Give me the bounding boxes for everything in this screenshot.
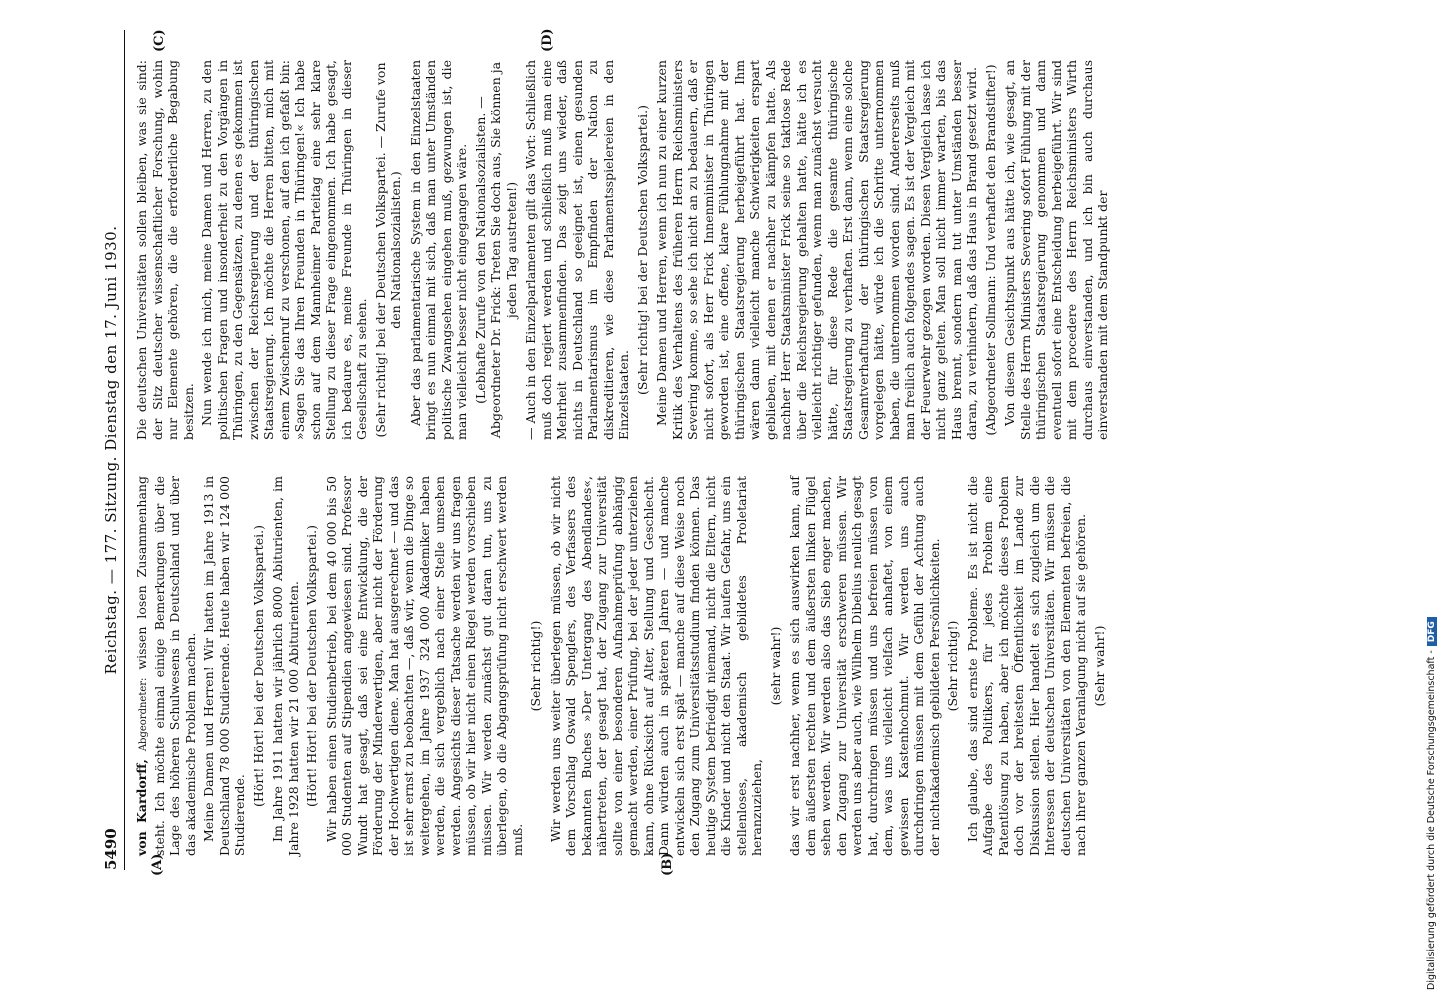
right-column	[134, 60, 1114, 440]
running-title: Reichstag. — 177. Sitzung. Dienstag den 17. Juni 1930.	[102, 225, 120, 675]
interjection: (Sehr richtig!)	[528, 620, 543, 712]
paragraph: Aber das parlamentarische System in den Einzelstaaten bringt es nun einmal mit sich, daß man unter Umständen politische Zwangsehen eingehen muß, gezwungen ist, die man vielleicht besser nicht eingegangen wäre.	[407, 60, 469, 440]
margin-marker-b: (B)	[660, 852, 675, 876]
digitization-credit	[1426, 0, 1437, 990]
paragraph: Wir werden uns weiter überlegen müssen, ob wir nicht dem Vorschlag Oswald Spenglers, des Verfassers des bekannten Buches »Der Untergang des Abendlandes«, nähertreten, der gesagt hat, der Zugang zur Universität sollte von einer besonderen Aufnahmeprüfung abhängig gemacht werden, einer Prüfung, bei der jeder unterziehen kann, ohne Rücksicht auf Alter, Stellung und Geschlecht. Dann würden auch in späteren Jahren — und manche entwickeln sich erst spät — manche auf diese Weise noch den Zugang zum Universitätsstudium finden können. Das heutige System befriedigt niemand, nicht die Eltern, nicht die Kinder und nicht den Staat. Wir laufen Gefahr, uns ein stellenloses, akademisch gebildetes Proletariat heranzuziehen,	[547, 476, 764, 856]
paragraph: — Auch in den Einzelparlamenten gilt das Wort: Schließlich muß doch regiert werden und schließlich muß man eine Mehrheit zusammenfinden. Das zeigt uns wieder, daß nichts in Deutschland so geeignet ist, einen gesunden Parlamentarismus im Empfinden der Nation zu diskreditieren, wie diese Parlamentsspielereien in den Einzelstaaten.	[523, 60, 631, 440]
paragraph: Im Jahre 1911 hatten wir jährlich 8000 Abiturienten, im Jahre 1928 hatten wir 21 000 Abiturienten.	[270, 476, 301, 856]
interjection: (sehr wahr!)	[767, 626, 783, 706]
interjection: (Sehr wahr!)	[1091, 625, 1107, 707]
dfg-logo: DFG	[1427, 617, 1437, 646]
margin-marker-a: (A)	[150, 853, 165, 876]
left-column	[134, 476, 1111, 856]
speaker-role: Abgeordneter:	[138, 677, 149, 752]
paragraph: Die deutschen Universitäten sollen bleiben, was sie sind: der Sitz deutscher wissenschaftlicher Forschung, wohin nur Elemente gehören, die die erforderliche Begabung besitzen.	[134, 60, 196, 440]
rotated-document	[100, 20, 1320, 880]
interjection: (Hört! Hört! bei der Deutschen Volkspartei.)	[250, 525, 266, 807]
paragraph: wissen losen Zusammenhang steht. Ich möchte einmal einige Bemerkungen über die Lage des höheren Schulwesens in Deutschland und über das akademische Problem machen.	[134, 476, 198, 856]
margin-marker-d: (D)	[540, 28, 555, 52]
speaker-name: von Kardorff,	[134, 759, 149, 856]
interjection: (Sehr richtig! bei der Deutschen Volkspartei. — Zurufe von den Nationalsozialisten.)	[372, 62, 403, 438]
paragraph: Wir haben einen Studienbetrieb, bei dem 40 000 bis 50 000 Studenten auf Stipendien angewiesen sind. Professor Wundt hat gesagt, daß sei eine Entwicklung, die der Förderung der Minderwertigen, aber nicht der Förderung der Hochwertigen diene. Man hat ausgerechnet — und das ist sehr ernst zu beobachten —, daß wir, wenn die Dinge so weitergehen, im Jahre 1937 324 000 Akademiker haben werden, die sich vergeblich nach einer Stelle umsehen werden. Angesichts dieser Tatsache werden wir uns fragen müssen, ob wir hier nicht einen Riegel werden vorschieben müssen. Wir werden zunächst gut daran tun, uns zu überlegen, ob die Abgangsprüfung nicht erschwert werden muß.	[323, 476, 525, 856]
interjection: (Hört! Hört! bei der Deutschen Volkspartei.)	[304, 525, 319, 807]
paragraph: Meine Damen und Herren, wenn ich nun zu einer kurzen Kritik des Verhaltens des früheren Herrn Reichsministers Severing komme, so sehe ich nicht an zu bedauern, daß er nicht sofort, als Herr Frick Innenminister in Thüringen geworden ist, eine offene, klare Fühlungnahme mit der thüringischen Staatsregierung herbeigeführt hat. Ihm wären dann vielleicht manche Schwierigkeiten erspart geblieben, mit denen er nachher zu kämpfen hatte. Als nachher Herr Staatsminister Frick seine so taktlose Rede über die Reichsregierung gehalten hatte, hätte ich es vielleicht richtiger gefunden, wenn man zunächst versucht hätte, für diese Rede die gesamte thüringische Staatsregierung zu verhaften. Erst dann, wenn eine solche Gesamtverhaftung der thüringischen Staatsregierung vorgelegen hätte, würde ich die Schritte unternommen haben, die unternommen worden sind. Andererseits muß man freilich auch folgendes sagen. Es ist der Vergleich mit der Feuerwehr gezogen worden. Diesen Vergleich lasse ich nicht ganz gelten. Man soll nicht immer warten, bis das Haus brennt, sondern man tut unter Umständen besser daran, zu verhindern, daß das Haus in Brand gesetzt wird.	[654, 60, 979, 440]
interjection: (Sehr richtig! bei der Deutschen Volkspartei.)	[634, 104, 650, 396]
speaker-line	[134, 476, 198, 856]
paragraph: Von diesem Gesichtspunkt aus hätte ich, wie gesagt, an Stelle des Herrn Ministers Severing sofort Fühlung mit der thüringischen Staatsregierung genommen und dann eventuell sofort eine Entscheidung herbeigeführt. Wir sind mit dem procedere des Herrn Reichsministers Wirth durchaus einverstanden, und ich bin auch durchaus einverstanden mit dem Standpunkt der	[1002, 60, 1110, 440]
paragraph: das wir erst nachher, wenn es sich auswirken kann, auf dem äußersten rechten und dem äußersten linken Flügel sehen werden. Wir werden also das Sieb enger machen, den Zugang zur Universität erschweren müssen. Wir werden uns aber auch, wie Wilhelm Dibelius neulich gesagt hat, durchringen müssen und uns befreien müssen von dem, was uns vielleicht vielfach anhaftet, von einem gewissen Kastenhochmut. Wir werden uns auch durchdringen müssen mit dem Gefühl der Achtung auch der nichtakademisch gebildeten Persönlichkeiten.	[787, 476, 942, 856]
margin-marker-c: (C)	[152, 29, 167, 52]
paragraph: Meine Damen und Herren! Wir hatten im Jahre 1913 in Deutschland 78 000 Studierende. Heute haben wir 124 000 Studierende.	[201, 476, 247, 856]
interjection: (Abgeordneter Sollmann: Und verhaftet den Brandstifter!)	[982, 64, 998, 436]
page-header	[100, 30, 125, 870]
paragraph: Ich glaube, das sind ernste Probleme. Es ist nicht die Aufgabe des Politikers, für jedes Problem eine Patentlösung zu haben, aber ich möchte dieses Problem doch vor der breitesten Öffentlichkeit im Lande zur Diskussion stellen. Hier handelt es sich zugleich um die Interessen der deutschen Universitäten. Wir müssen die deutschen Universitäten von den Elementen befreien, die nach ihrer ganzen Veranlagung nicht auf sie gehören.	[964, 476, 1088, 856]
paragraph: Nun wende ich mich, meine Damen und Herren, zu den politischen Fragen und insonderheit zu den Vorgängen in Thüringen, zu den Gegensätzen, zu denen es gekommen ist zwischen der Reichsregierung und der thüringischen Staatsregierung. Ich möchte die Herren bitten, mich mit einem Zwischenruf zu verschonen, auf den ich gefaßt bin: »Sagen Sie das Ihren Freunden in Thüringen!« Ich habe schon auf dem Mannheimer Parteitag eine sehr klare Stellung zu dieser Frage eingenommen. Ich habe gesagt, ich bedaure es, meine Freunde in Thüringen in dieser Gesellschaft zu sehen.	[199, 60, 369, 440]
page-number: 5490	[102, 828, 120, 870]
interjection: (Sehr richtig!)	[945, 620, 960, 712]
interjection: (Lebhafte Zurufe von den Nationalsozialisten. — Abgeordneter Dr. Frick: Treten Sie doch aus, Sie können ja jeden Tag austreten!)	[472, 61, 519, 439]
credit-text: Digitalisierung gefördert durch die Deutsche Forschungsgemeinschaft -	[1426, 650, 1437, 990]
